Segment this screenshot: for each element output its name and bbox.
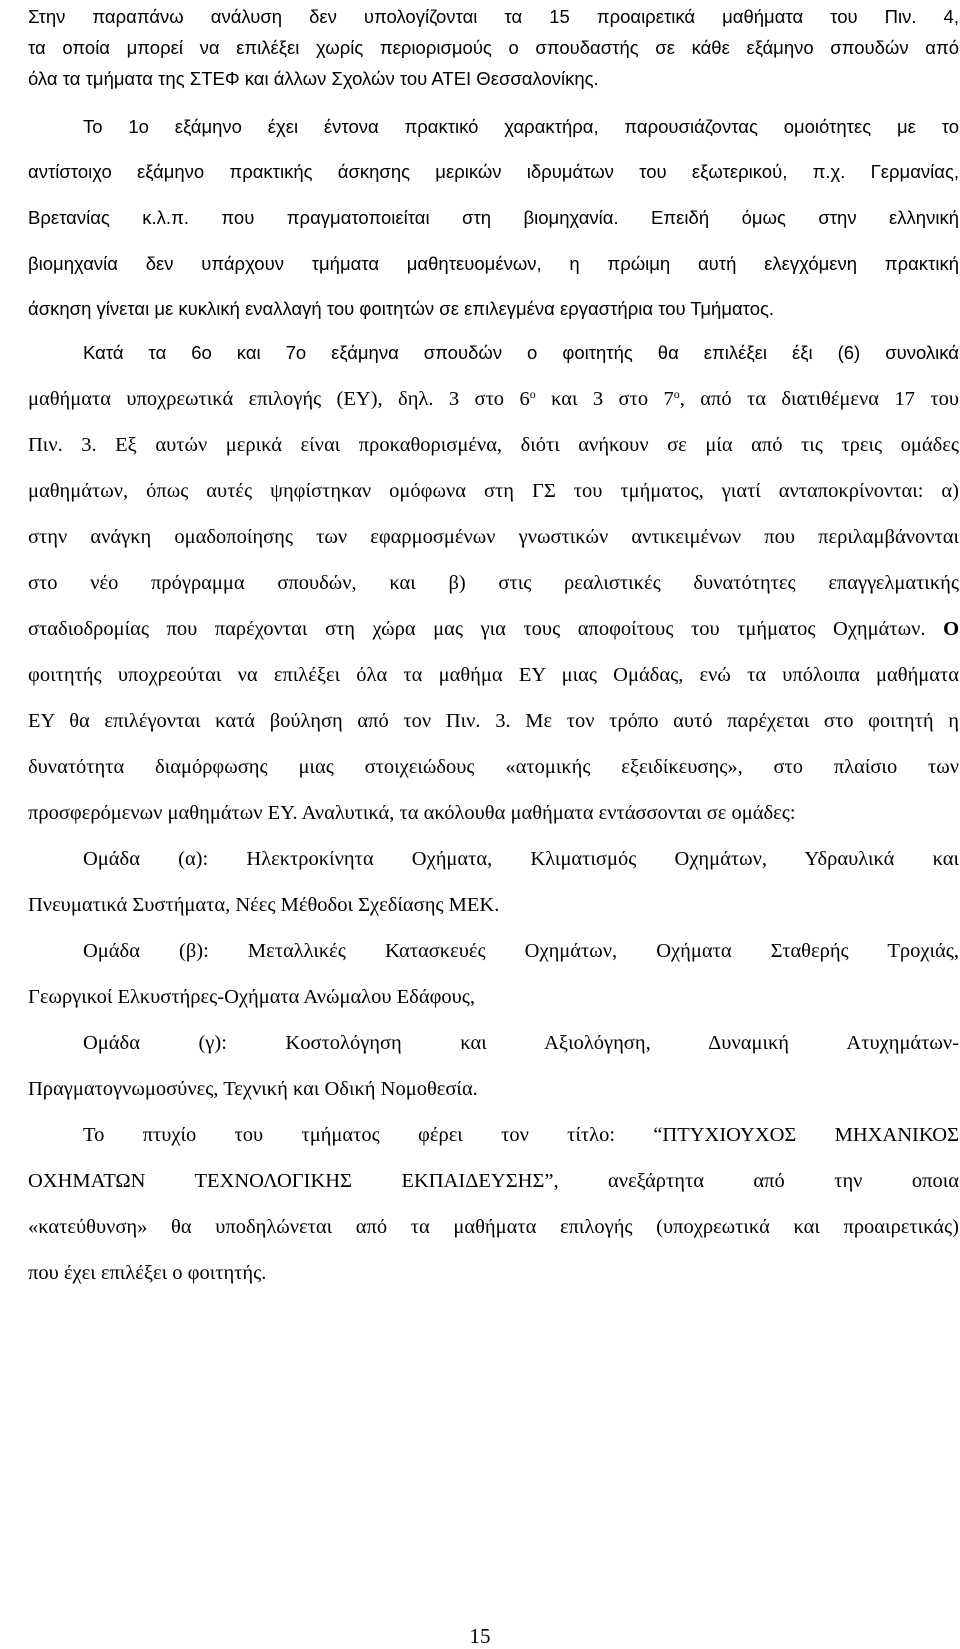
page-number: 15 xyxy=(469,1624,491,1648)
text-span: , από τα διατιθέμενα 17 του xyxy=(679,388,959,410)
group-c-line: Πραγματογνωμοσύνες, Τεχνική και Οδική Νομοθεσία. xyxy=(28,1078,478,1100)
text-line: φοιτητής υποχρεούται να επιλέξει όλα τα μαθήμα ΕΥ μιας Ομάδας, ενώ τα υπόλοιπα μαθήματα xyxy=(28,664,959,686)
text-line: Στην παραπάνω ανάλυση δεν υπολογίζονται τα 15 προαιρετικά μαθήματα του Πιν. 4, xyxy=(28,6,959,27)
text-line: τα οποία μπορεί να επιλέξει χωρίς περιορισμούς ο σπουδαστής σε κάθε εξάμηνο σπουδών από xyxy=(28,37,959,58)
text-line: μαθημάτων, όπως αυτές ψηφίστηκαν ομόφωνα στη ΓΣ του τμήματος, γιατί ανταποκρίνονται: α) xyxy=(28,480,959,502)
text-line: «κατεύθυνση» θα υποδηλώνεται από τα μαθήματα επιλογής (υποχρεωτικά και προαιρετικάς) xyxy=(28,1216,959,1238)
group-a-line: Πνευματικά Συστήματα, Νέες Μέθοδοι Σχεδίασης ΜΕΚ. xyxy=(28,894,500,916)
text-line: που έχει επιλέξει ο φοιτητής. xyxy=(28,1262,267,1284)
text-line: βιομηχανία δεν υπάρχουν τμήματα μαθητευομένων, η πρώιμη αυτή ελεγχόμενη πρακτική xyxy=(28,253,959,274)
text-line xyxy=(28,382,959,416)
text-span: σταδιοδρομίας που παρέχονται στη χώρα μας για τους αποφοίτους του τμήματος Οχημάτων. xyxy=(28,618,926,640)
text-line: δυνατότητα διαμόρφωσης μιας στοιχειώδους «ατομικής εξειδίκευσης», στο πλαίσιο των xyxy=(28,756,959,778)
group-b-line: Ομάδα (β): Μεταλλικές Κατασκευές Οχημάτων, Οχήματα Σταθερής Τροχιάς, xyxy=(83,940,959,962)
text-line: ΕΥ θα επιλέγονται κατά βούληση από τον Πιν. 3. Με τον τρόπο αυτό παρέχεται στο φοιτητή η xyxy=(28,710,959,732)
text-line: Βρετανίας κ.λ.π. που πραγματοποιείται στη βιομηχανία. Επειδή όμως στην ελληνική xyxy=(28,207,959,228)
text-line: στο νέο πρόγραμμα σπουδών, και β) στις ρεαλιστικές δυνατότητες επαγγελματικής xyxy=(28,572,959,594)
text-line: Πιν. 3. Εξ αυτών μερικά είναι προκαθορισμένα, διότι ανήκουν σε μία από τις τρεις ομάδες xyxy=(28,434,959,456)
group-b-line: Γεωργικοί Ελκυστήρες-Οχήματα Ανώμαλου Εδάφους, xyxy=(28,986,476,1008)
group-c-line: Ομάδα (γ): Κοστολόγηση και Αξιολόγηση, Δυναμική Ατυχημάτων- xyxy=(83,1032,959,1054)
text-line xyxy=(28,612,959,646)
text-span: Ο xyxy=(943,618,960,640)
superscript: ο xyxy=(529,387,536,401)
text-line: Το πτυχίο του τμήματος φέρει τον τίτλο: “ΠΤΥΧΙΟΥΧΟΣ ΜΗΧΑΝΙΚΟΣ xyxy=(83,1124,959,1146)
text-line: ΟΧΗΜΑΤΩΝ ΤΕΧΝΟΛΟΓΙΚΗΣ ΕΚΠΑΙΔΕΥΣΗΣ”, ανεξάρτητα από την οποια xyxy=(28,1170,959,1192)
superscript: ο xyxy=(673,387,680,401)
text-line: στην ανάγκη ομαδοποίησης των εφαρμοσμένων γνωστικών αντικειμένων που περιλαμβάνονται xyxy=(28,526,959,548)
text-line: Το 1ο εξάμηνο έχει έντονα πρακτικό χαρακτήρα, παρουσιάζοντας ομοιότητες με το xyxy=(83,116,959,137)
text-line: άσκηση γίνεται με κυκλική εναλλαγή του φοιτητών σε επιλεγμένα εργαστήρια του Τμήματος. xyxy=(28,298,775,319)
group-a-line: Ομάδα (α): Ηλεκτροκίνητα Οχήματα, Κλιματισμός Οχημάτων, Υδραυλικά και xyxy=(83,848,959,870)
text-span: και 3 στο 7 xyxy=(535,388,674,410)
text-line: προσφερόμενων μαθημάτων ΕΥ. Αναλυτικά, τα ακόλουθα μαθήματα εντάσσονται σε ομάδες: xyxy=(28,802,796,824)
text-line: αντίστοιχο εξάμηνο πρακτικής άσκησης μερικών ιδρυμάτων του εξωτερικού, π.χ. Γερμανίας, xyxy=(28,161,959,182)
text-line: Κατά τα 6ο και 7ο εξάμηνα σπουδών ο φοιτητής θα επιλέξει έξι (6) συνολικά xyxy=(83,342,959,363)
text-line: όλα τα τμήματα της ΣΤΕΦ και άλλων Σχολών του ΑΤΕΙ Θεσσαλονίκης. xyxy=(28,68,599,89)
text-span: μαθήματα υποχρεωτικά επιλογής (ΕΥ), δηλ. 3 στο 6 xyxy=(28,388,530,410)
